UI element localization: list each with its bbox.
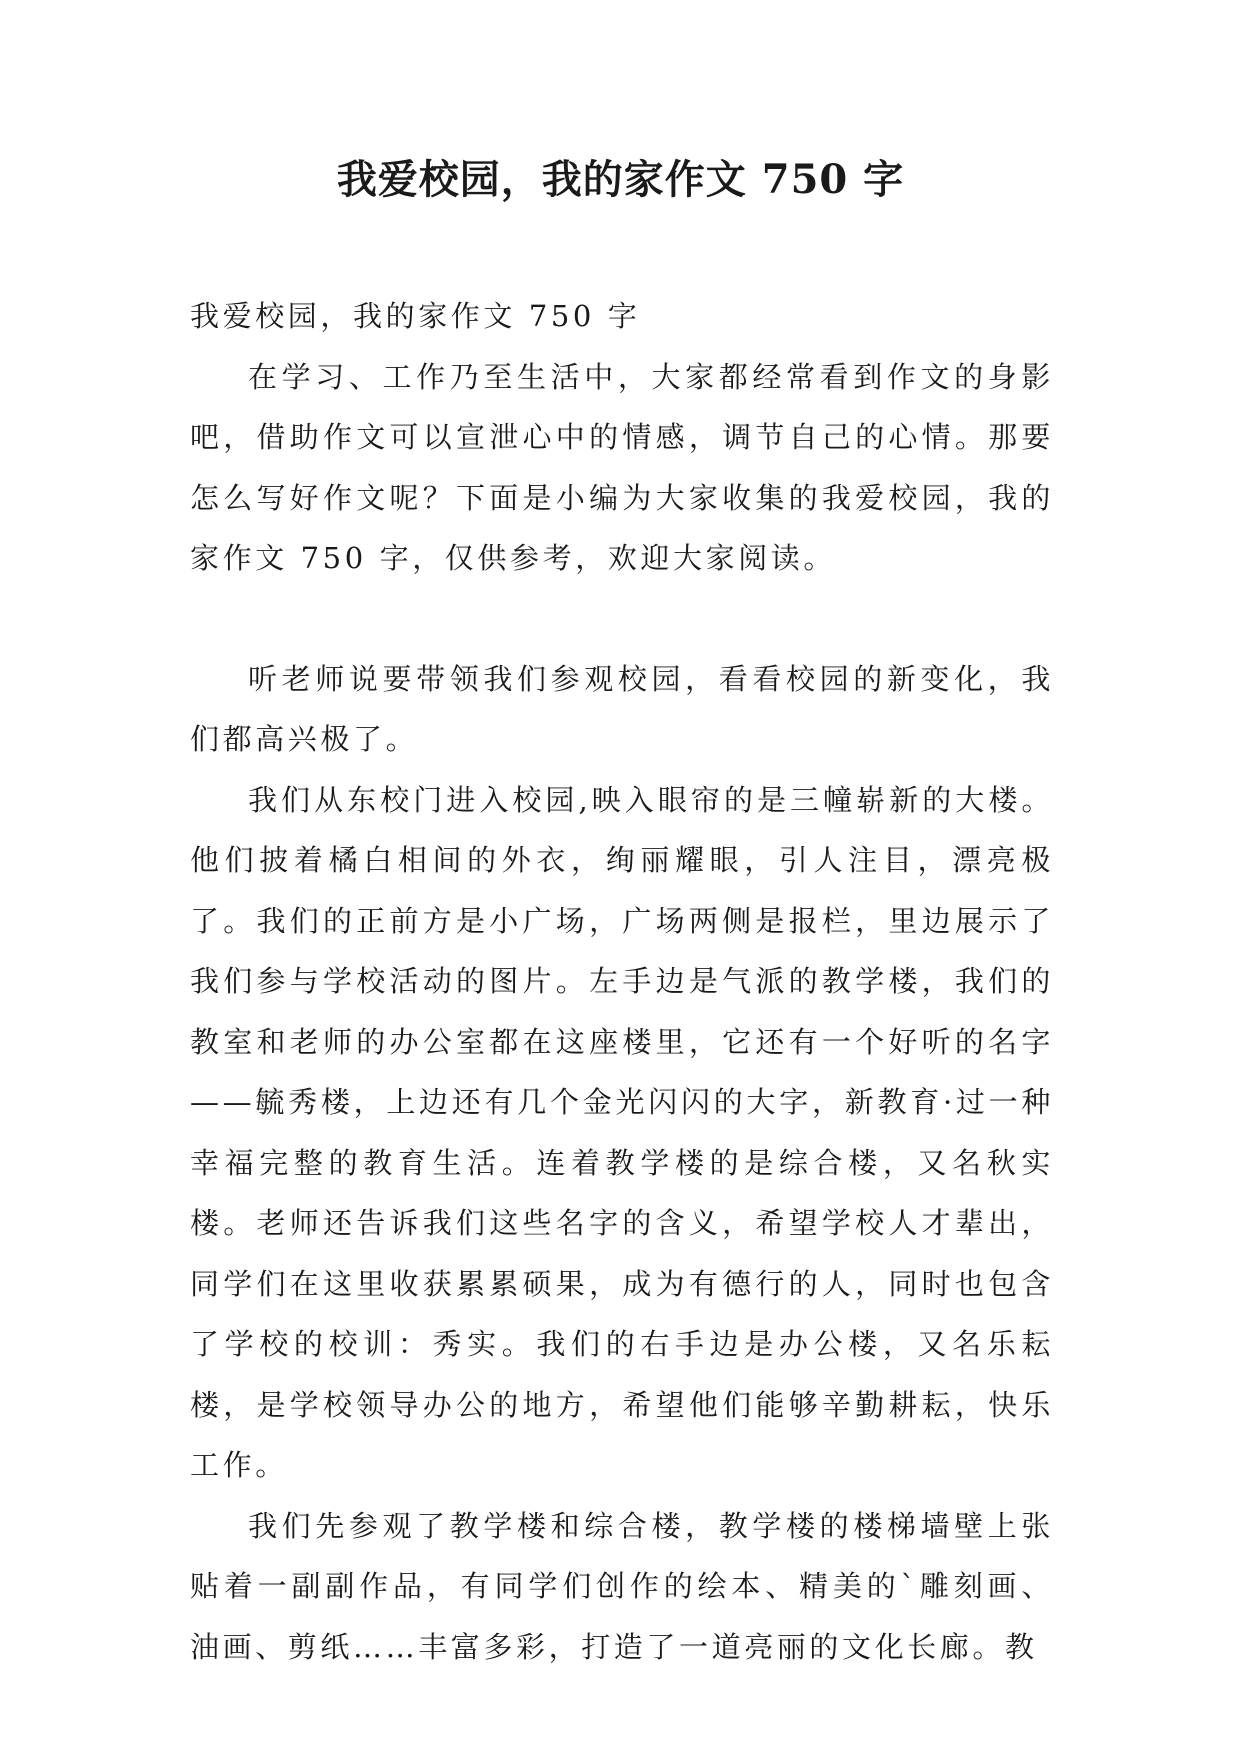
body-paragraph: 我们先参观了教学楼和综合楼，教学楼的楼梯墙壁上张贴着一副副作品，有同学们创作的绘本、精美的`雕刻画、油画、剪纸……丰富多彩，打造了一道亮丽的文化长廊。教 [190, 1508, 1054, 1664]
intro-paragraph: 在学习、工作乃至生活中，大家都经常看到作文的身影吧，借助作文可以宣泄心中的情感，调节自己的心情。那要怎么写好作文呢？下面是小编为大家收集的我爱校园，我的家作文 750 字，仅供参考，欢迎大家阅读。 [190, 359, 1054, 575]
document-title: 我爱校园，我的家作文 750 字 [336, 156, 905, 203]
body-paragraph: 我们从东校门进入校园,映入眼帘的是三幢崭新的大楼。他们披着橘白相间的外衣，绚丽耀眼，引人注目，漂亮极了。我们的正前方是小广场，广场两侧是报栏，里边展示了我们参与学校活动的图片。左手边是气派的教学楼，我们的教室和老师的办公室都在这座楼里，它还有一个好听的名字——毓秀楼，上边还有几个金光闪闪的大字，新教育·过一种幸福完整的教育生活。连着教学楼的是综合楼，又名秋实楼。老师还告诉我们这些名字的含义，希望学校人才辈出，同学们在这里收获累累硕果，成为有德行的人，同时也包含了学校的校训：秀实。我们的右手边是办公楼，又名乐耘楼，是学校领导办公的地方，希望他们能够辛勤耕耘，快乐工作。 [190, 782, 1054, 1482]
document-subtitle: 我爱校园，我的家作文 750 字 [190, 299, 641, 333]
body-paragraph: 听老师说要带领我们参观校园，看看校园的新变化，我们都高兴极了。 [190, 661, 1054, 756]
paragraph-spacer [190, 589, 1054, 649]
document-body [190, 286, 1054, 1677]
